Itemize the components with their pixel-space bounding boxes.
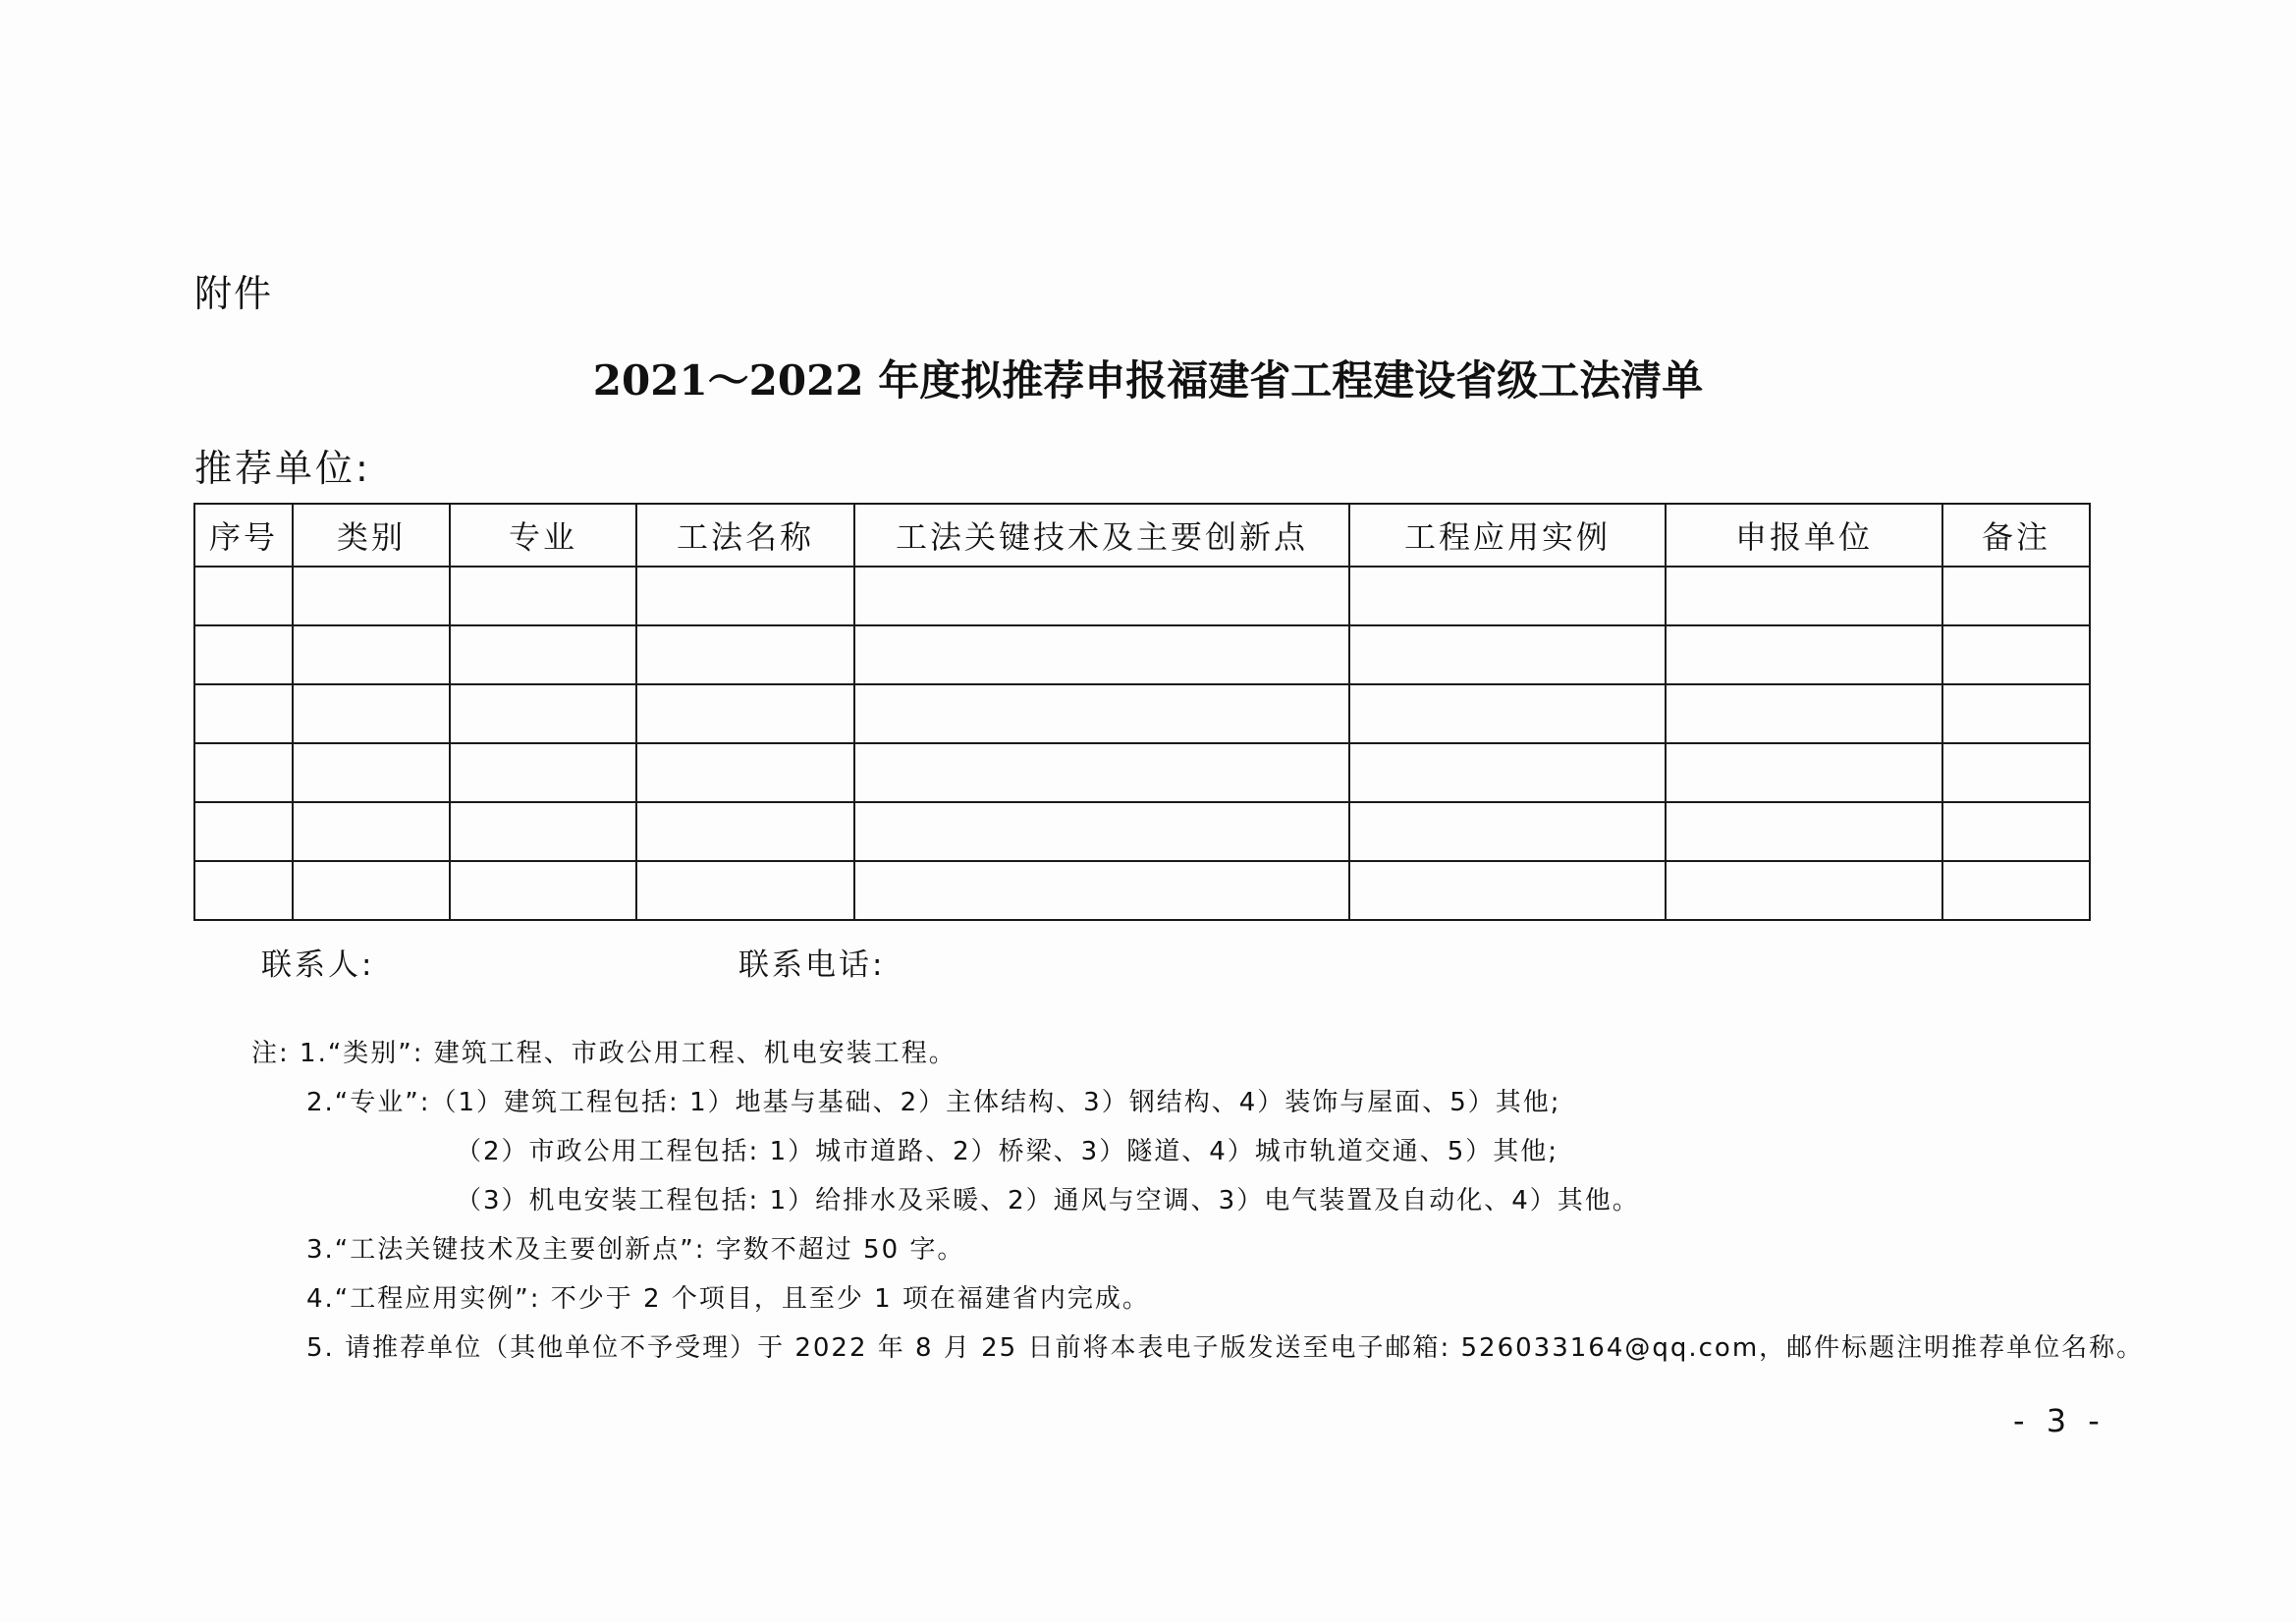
- table-cell: [194, 861, 293, 920]
- note-line-3: 3.“工法关键技术及主要创新点”: 字数不超过 50 字。: [306, 1235, 965, 1265]
- table-cell: [1349, 684, 1666, 743]
- header-serial: 序号: [194, 504, 293, 567]
- table-cell: [1666, 684, 1942, 743]
- table-cell: [293, 743, 450, 802]
- table-cell: [194, 567, 293, 625]
- table-cell: [1942, 567, 2090, 625]
- table-cell: [1666, 567, 1942, 625]
- method-list-table: [193, 503, 2091, 921]
- table-row: [194, 567, 2090, 625]
- table-cell: [1942, 743, 2090, 802]
- contact-phone-label: 联系电话:: [738, 947, 886, 983]
- table-cell: [1666, 802, 1942, 861]
- note-line-2a: （2）市政公用工程包括: 1）城市道路、2）桥梁、3）隧道、4）城市轨道交通、5）其他;: [456, 1137, 1559, 1166]
- table-cell: [293, 861, 450, 920]
- table-cell: [194, 684, 293, 743]
- header-remarks: 备注: [1942, 504, 2090, 567]
- attachment-label: 附件: [194, 272, 274, 315]
- table-cell: [450, 861, 636, 920]
- table-cell: [293, 684, 450, 743]
- table-cell: [293, 625, 450, 684]
- note-line-2: 2.“专业”:（1）建筑工程包括: 1）地基与基础、2）主体结构、3）钢结构、4）装饰与屋面、5）其他;: [306, 1088, 1561, 1117]
- table-cell: [1942, 802, 2090, 861]
- table-cell: [1942, 684, 2090, 743]
- table-cell: [1349, 625, 1666, 684]
- page-number: - 3 -: [2013, 1402, 2105, 1439]
- table-cell: [450, 684, 636, 743]
- table-cell: [636, 802, 854, 861]
- table-cell: [636, 861, 854, 920]
- table-cell: [194, 625, 293, 684]
- table-cell: [1666, 743, 1942, 802]
- table-row: [194, 684, 2090, 743]
- table-cell: [854, 861, 1349, 920]
- table-cell: [450, 625, 636, 684]
- table-cell: [293, 567, 450, 625]
- header-application: 工程应用实例: [1349, 504, 1666, 567]
- header-category: 类别: [293, 504, 450, 567]
- table-row: [194, 802, 2090, 861]
- recommend-unit-label: 推荐单位:: [194, 447, 371, 490]
- table-cell: [854, 743, 1349, 802]
- table-cell: [450, 802, 636, 861]
- contact-person-label: 联系人:: [261, 947, 375, 983]
- header-method-name: 工法名称: [636, 504, 854, 567]
- table-cell: [1349, 743, 1666, 802]
- table-cell: [1666, 625, 1942, 684]
- note-line-4: 4.“工程应用实例”: 不少于 2 个项目，且至少 1 项在福建省内完成。: [306, 1284, 1150, 1314]
- table-row: [194, 625, 2090, 684]
- page-title: 2021～2022 年度拟推荐申报福建省工程建设省级工法清单: [592, 356, 1704, 405]
- table-cell: [1942, 861, 2090, 920]
- header-specialty: 专业: [450, 504, 636, 567]
- table-cell: [636, 625, 854, 684]
- header-key-tech: 工法关键技术及主要创新点: [854, 504, 1349, 567]
- note-line-5: 5. 请推荐单位（其他单位不予受理）于 2022 年 8 月 25 日前将本表电子版发送至电子邮箱: 526033164@qq.com，邮件标题注明推荐单位名称。: [306, 1333, 2145, 1363]
- table-cell: [854, 802, 1349, 861]
- table-cell: [194, 743, 293, 802]
- table-cell: [1942, 625, 2090, 684]
- table-cell: [636, 567, 854, 625]
- table-row: [194, 861, 2090, 920]
- table-cell: [194, 802, 293, 861]
- table-cell: [854, 684, 1349, 743]
- table-cell: [1349, 802, 1666, 861]
- table-cell: [854, 625, 1349, 684]
- note-line-2b: （3）机电安装工程包括: 1）给排水及采暖、2）通风与空调、3）电气装置及自动化、4）其他。: [456, 1186, 1640, 1216]
- table-cell: [1666, 861, 1942, 920]
- table-cell: [450, 567, 636, 625]
- table-cell: [636, 684, 854, 743]
- table-row: [194, 743, 2090, 802]
- table-cell: [854, 567, 1349, 625]
- table-cell: [450, 743, 636, 802]
- table-cell: [293, 802, 450, 861]
- table-header-row: [194, 504, 2090, 567]
- table-cell: [1349, 567, 1666, 625]
- header-applicant: 申报单位: [1666, 504, 1942, 567]
- table-cell: [1349, 861, 1666, 920]
- table-cell: [636, 743, 854, 802]
- note-line-1: 注: 1.“类别”: 建筑工程、市政公用工程、机电安装工程。: [251, 1039, 957, 1068]
